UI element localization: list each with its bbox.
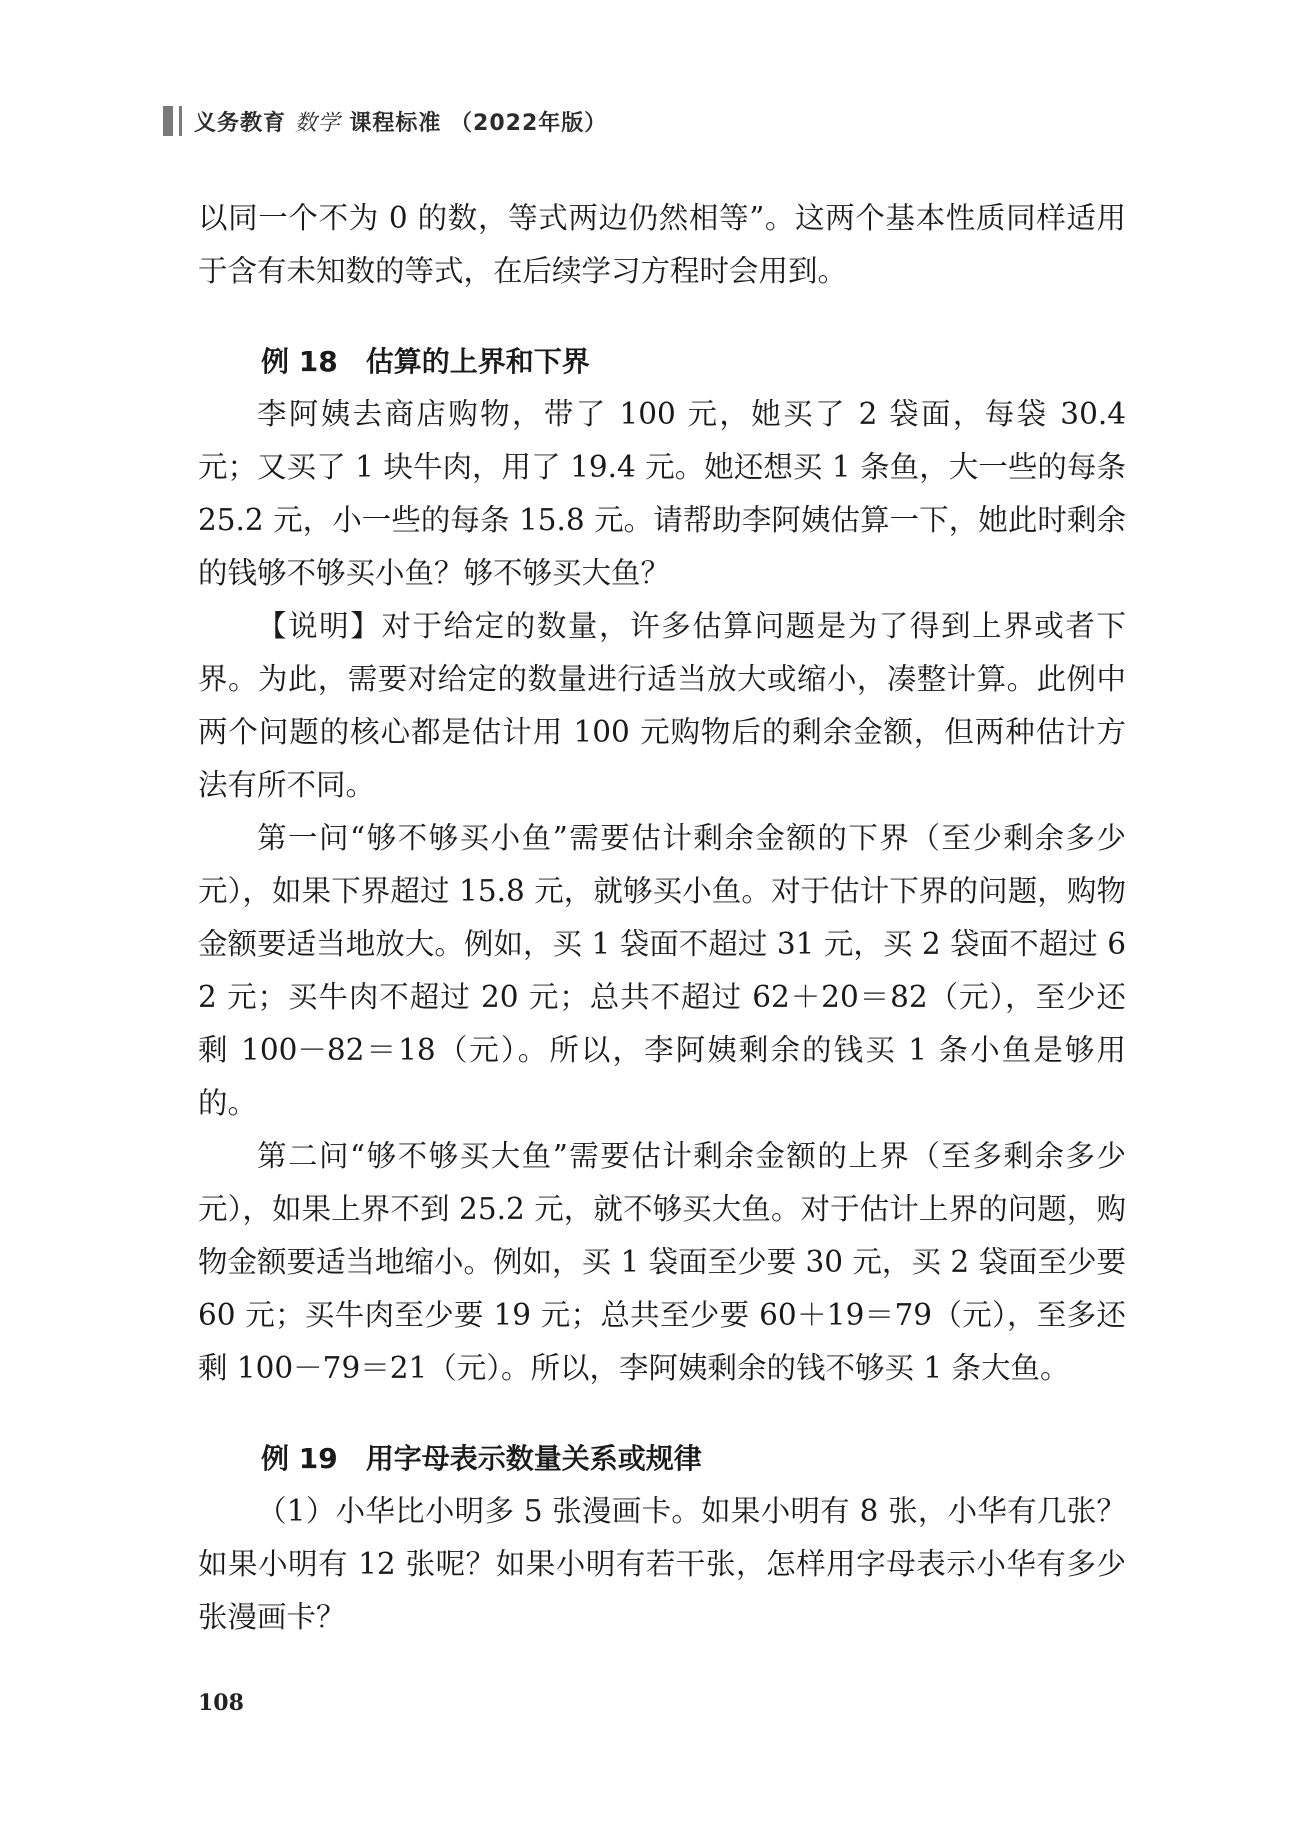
example-18-number: 例 18 xyxy=(261,345,338,378)
page-number: 108 xyxy=(198,1690,244,1716)
header-title-part1: 义务教育 xyxy=(194,110,287,136)
example-18-heading xyxy=(198,335,1126,388)
header-title-part2: 数学 xyxy=(294,110,341,136)
example-19-number: 例 19 xyxy=(261,1442,338,1475)
header-title xyxy=(194,106,607,137)
section-spacer xyxy=(198,1395,1126,1432)
example-18-explanation: 【说明】对于给定的数量，许多估算问题是为了得到上界或者下界。为此，需要对给定的数量进行适当放大或缩小，凑整计算。此例中两个问题的核心都是估计用 100 元购物后的剩余金额，但两种估计方法有所不同。 xyxy=(198,609,1126,802)
example-18-title: 估算的上界和下界 xyxy=(365,345,590,378)
section-spacer xyxy=(198,298,1126,335)
page-body xyxy=(198,192,1126,1644)
paragraph-continued: 以同一个不为 0 的数，等式两边仍然相等”。这两个基本性质同样适用于含有未知数的等式，在后续学习方程时会用到。 xyxy=(198,201,1126,288)
header-thick-bar xyxy=(163,106,173,136)
header-thin-bar xyxy=(179,106,182,136)
running-header xyxy=(163,104,607,138)
example-18-first-question: 第一问“够不够买小鱼”需要估计剩余金额的下界（至少剩余多少元），如果下界超过 15.8 元，就够买小鱼。对于估计下界的问题，购物金额要适当地放大。例如，买 1 袋面不超过 31 元，买 2 袋面不超过 62 元；买牛肉不超过 20 元；总共不超过 62＋20＝82（元），至少还剩 100－82＝18（元）。所以，李阿姨剩余的钱买 1 条小鱼是够用的。 xyxy=(198,821,1126,1120)
example-19-part-1: （1）小华比小明多 5 张漫画卡。如果小明有 8 张，小华有几张？如果小明有 12 张呢？如果小明有若干张，怎样用字母表示小华有多少张漫画卡？ xyxy=(198,1494,1126,1634)
example-18-problem: 李阿姨去商店购物，带了 100 元，她买了 2 袋面，每袋 30.4 元；又买了 1 块牛肉，用了 19.4 元。她还想买 1 条鱼，大一些的每条 25.2 元，小一些的每条 15.8 元。请帮助李阿姨估算一下，她此时剩余的钱够不够买小鱼？够不够买大鱼？ xyxy=(198,397,1126,590)
header-title-part3: 课程标准 （2022年版） xyxy=(349,110,608,136)
header-bar-marks xyxy=(163,106,182,136)
example-18-second-question: 第二问“够不够买大鱼”需要估计剩余金额的上界（至多剩余多少元），如果上界不到 25.2 元，就不够买大鱼。对于估计上界的问题，购物金额要适当地缩小。例如，买 1 袋面至少要 30 元，买 2 袋面至少要 60 元；买牛肉至少要 19 元；总共至少要 60＋19＝79（元），至多还剩 100－79＝21（元）。所以，李阿姨剩余的钱不够买 1 条大鱼。 xyxy=(198,1139,1126,1385)
example-19-title: 用字母表示数量关系或规律 xyxy=(365,1442,702,1475)
example-19-heading xyxy=(198,1432,1126,1485)
